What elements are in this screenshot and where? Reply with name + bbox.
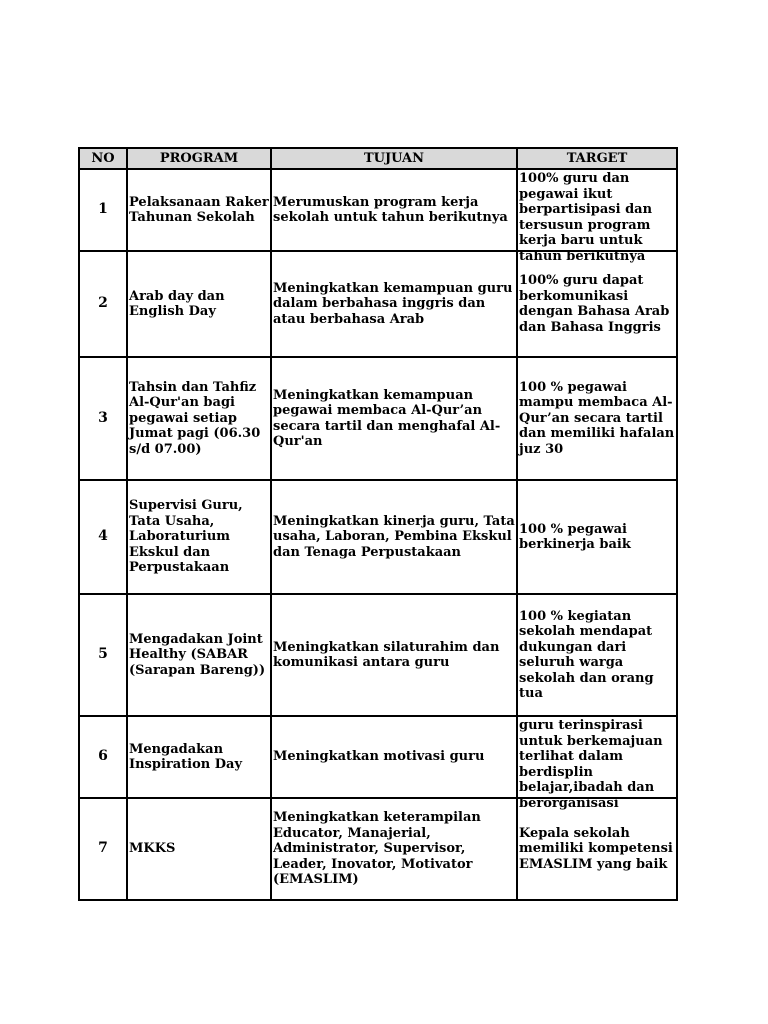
table-row	[79, 716, 677, 798]
target-cell: 100 % kegiatan sekolah mendapat dukungan dari seluruh warga sekolah dan orang tua	[517, 594, 677, 716]
table-header-row	[79, 148, 677, 169]
row-number: 1	[79, 169, 127, 251]
target-text: guru terinspirasi untuk berkemajuan terlihat dalam berdisplin belajar,ibadah dan berorganisasi	[519, 718, 663, 811]
target-cell	[517, 716, 677, 811]
program-cell: Supervisi Guru, Tata Usaha, Laboraturium Ekskul dan Perpustakaan	[127, 480, 271, 594]
program-table-container	[78, 147, 676, 901]
program-table	[78, 147, 678, 901]
program-cell: Mengadakan Inspiration Day	[127, 716, 271, 798]
table-row	[79, 251, 677, 357]
tujuan-cell: Meningkatkan kemampuan pegawai membaca Al-Qur’an secara tartil dan menghafal Al-Qur'an	[271, 357, 517, 480]
target-cell: 100 % pegawai mampu membaca Al-Qur’an secara tartil dan memiliki hafalan juz 30	[517, 357, 677, 480]
tujuan-cell: Meningkatkan silaturahim dan komunikasi antara guru	[271, 594, 517, 716]
row-number: 2	[79, 251, 127, 357]
tujuan-cell: Meningkatkan motivasi guru	[271, 716, 517, 798]
tujuan-cell: Meningkatkan keterampilan Educator, Manajerial, Administrator, Supervisor, Leader, Inovator, Motivator (EMASLIM)	[271, 798, 517, 900]
header-target: TARGET	[517, 148, 677, 169]
program-cell: MKKS	[127, 798, 271, 900]
table-row	[79, 480, 677, 594]
tujuan-cell: Meningkatkan kinerja guru, Tata usaha, Laboran, Pembina Ekskul dan Tenaga Perpustakaan	[271, 480, 517, 594]
target-cell: 100% guru dapat berkomunikasi dengan Bahasa Arab dan Bahasa Inggris	[517, 251, 677, 357]
row-number: 3	[79, 357, 127, 480]
row-number: 5	[79, 594, 127, 716]
tujuan-cell: Merumuskan program kerja sekolah untuk tahun berikutnya	[271, 169, 517, 251]
header-no: NO	[79, 148, 127, 169]
target-cell	[517, 169, 677, 264]
row-number: 7	[79, 798, 127, 900]
program-cell: Arab day dan English Day	[127, 251, 271, 357]
program-cell: Pelaksanaan Raker Tahunan Sekolah	[127, 169, 271, 251]
program-cell: Mengadakan Joint Healthy (SABAR (Sarapan Bareng))	[127, 594, 271, 716]
tujuan-cell: Meningkatkan kemampuan guru dalam berbahasa inggris dan atau berbahasa Arab	[271, 251, 517, 357]
program-cell: Tahsin dan Tahfiz Al-Qur'an bagi pegawai setiap Jumat pagi (06.30 s/d 07.00)	[127, 357, 271, 480]
row-number: 6	[79, 716, 127, 798]
target-cell: 100 % pegawai berkinerja baik	[517, 480, 677, 594]
target-cell: Kepala sekolah memiliki kompetensi EMASLIM yang baik	[517, 798, 677, 900]
header-program: PROGRAM	[127, 148, 271, 169]
table-row	[79, 169, 677, 251]
target-text: 100% guru dan pegawai ikut berpartisipasi dan tersusun program kerja baru untuk tahun berikutnya	[519, 171, 653, 264]
table-row	[79, 798, 677, 900]
header-tujuan: TUJUAN	[271, 148, 517, 169]
table-row	[79, 594, 677, 716]
row-number: 4	[79, 480, 127, 594]
table-row	[79, 357, 677, 480]
